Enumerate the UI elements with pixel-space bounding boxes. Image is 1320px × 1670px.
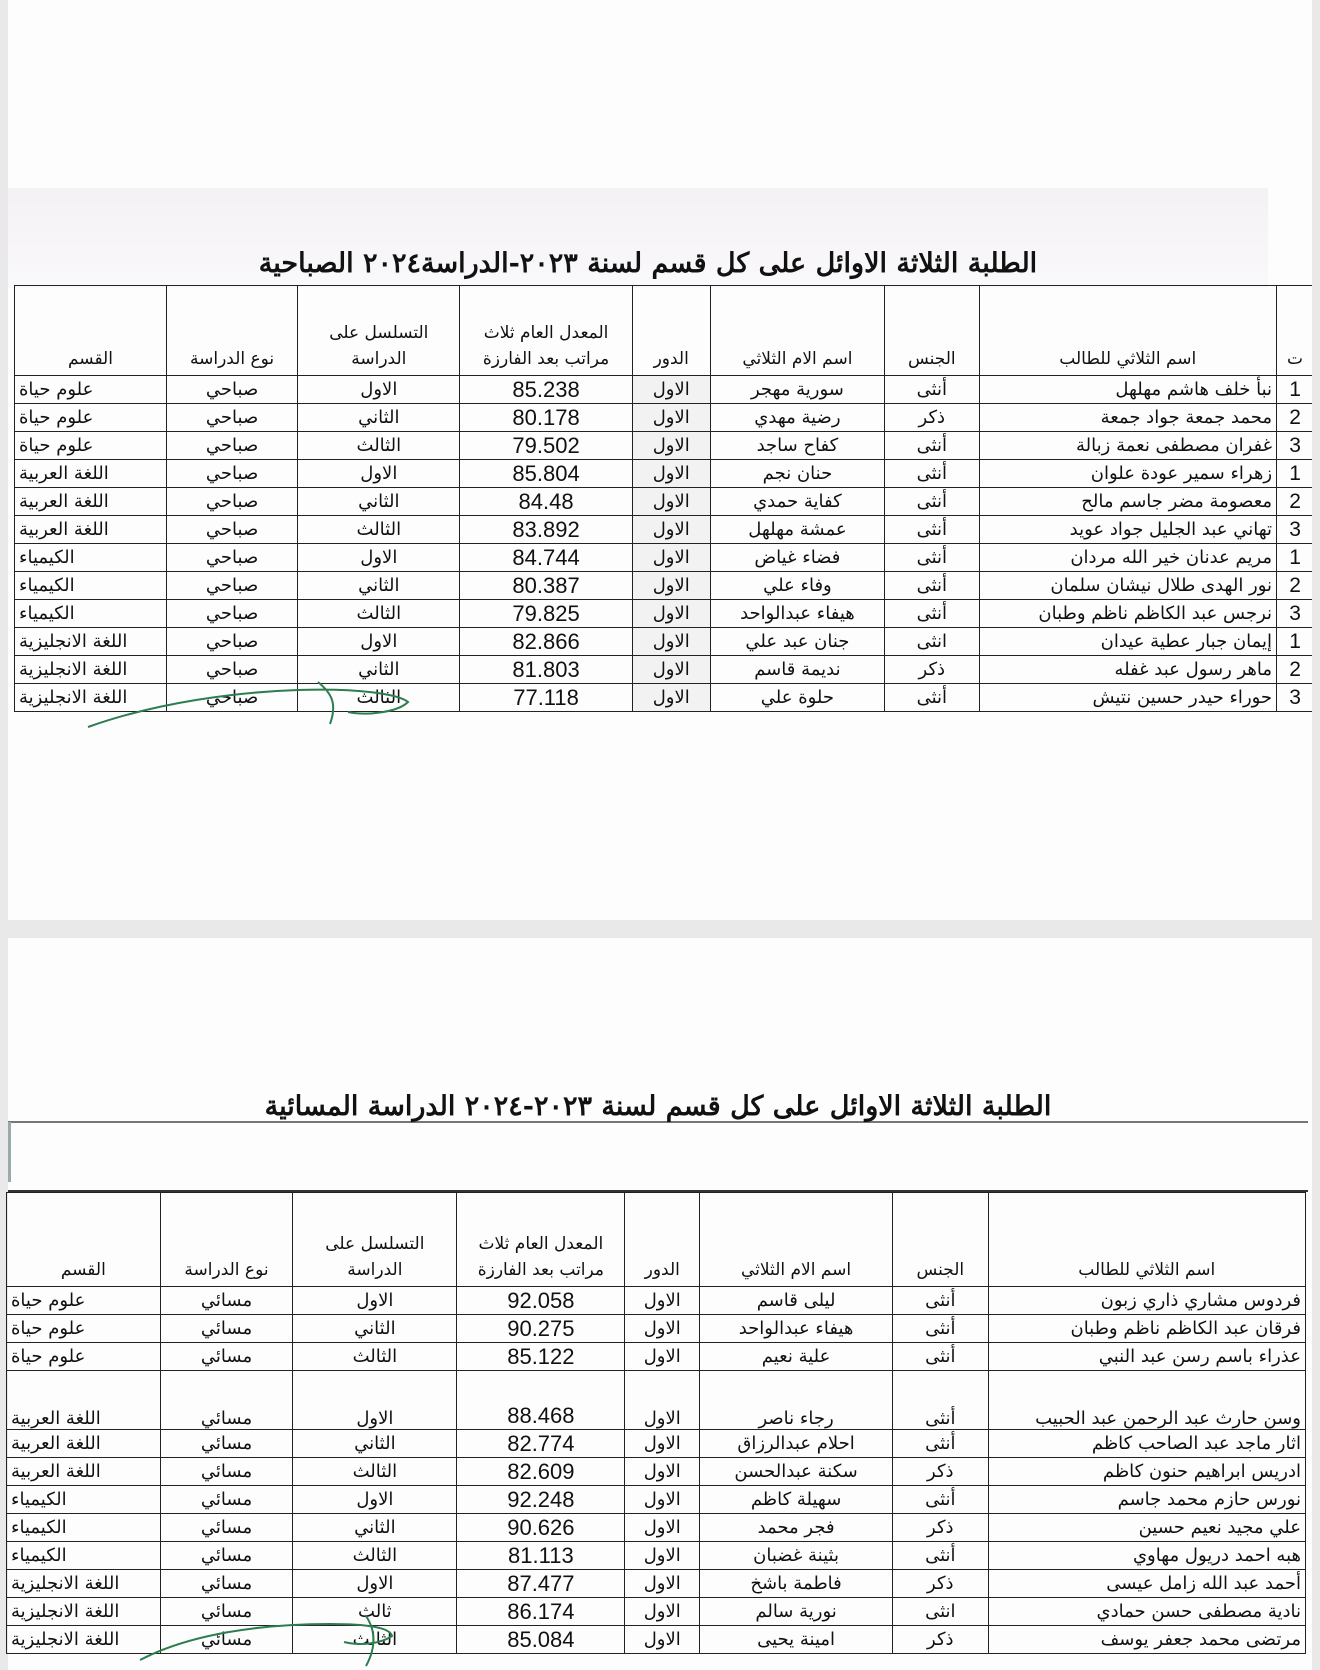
- cell-student-name: اثار ماجد عبد الصاحب كاظم: [988, 1430, 1305, 1458]
- cell-average: 84.48: [460, 488, 632, 516]
- cell-rank: الاول: [293, 1486, 457, 1514]
- cell-department: الكيمياء: [7, 1486, 161, 1514]
- cell-study-type: صباحي: [166, 488, 297, 516]
- cell-rank: الثالث: [298, 600, 460, 628]
- cell-department: اللغة الانجليزية: [7, 1626, 161, 1654]
- cell-average: 79.825: [460, 600, 632, 628]
- cell-department: اللغة العربية: [7, 1458, 161, 1486]
- cell-mother-name: امينة يحيى: [700, 1626, 893, 1654]
- header-mother-name: اسم الام الثلاثي: [700, 1193, 893, 1287]
- cell-average: 90.626: [457, 1514, 625, 1542]
- cell-rank: ثالث: [293, 1598, 457, 1626]
- cell-average: 81.803: [460, 656, 632, 684]
- morning-results-table: [14, 285, 1312, 712]
- table-row: [7, 1542, 1306, 1570]
- cell-mother-name: فاطمة باشخ: [700, 1570, 893, 1598]
- cell-study-type: مسائي: [160, 1458, 293, 1486]
- cell-average: 82.609: [457, 1458, 625, 1486]
- cell-round: الاول: [625, 1458, 700, 1486]
- cell-study-type: مسائي: [160, 1371, 293, 1430]
- cell-study-type: مسائي: [160, 1626, 293, 1654]
- cell-student-name: غفران مصطفى نعمة زبالة: [979, 432, 1277, 460]
- cell-average: 85.122: [457, 1343, 625, 1371]
- cell-mother-name: فجر محمد: [700, 1514, 893, 1542]
- cell-gender: انثى: [885, 628, 979, 656]
- table-row: [7, 1514, 1306, 1542]
- cell-gender: أنثى: [893, 1343, 988, 1371]
- cell-average: 85.804: [460, 460, 632, 488]
- cell-index: 1: [1277, 544, 1312, 572]
- cell-student-name: فرقان عبد الكاظم ناظم وطبان: [988, 1315, 1305, 1343]
- cell-average: 92.248: [457, 1486, 625, 1514]
- cell-student-name: أحمد عبد الله زامل عيسى: [988, 1570, 1305, 1598]
- cell-gender: ذكر: [893, 1458, 988, 1486]
- cell-rank: الثالث: [298, 684, 460, 712]
- header-student-name: اسم الثلاثي للطالب: [988, 1193, 1305, 1287]
- cell-rank: الثالث: [293, 1626, 457, 1654]
- cell-mother-name: علية نعيم: [700, 1343, 893, 1371]
- cell-department: اللغة الانجليزية: [15, 684, 167, 712]
- cell-study-type: صباحي: [166, 544, 297, 572]
- cell-index: 1: [1277, 376, 1312, 404]
- table-row: [7, 1371, 1306, 1430]
- cell-study-type: صباحي: [166, 516, 297, 544]
- cell-department: الكيمياء: [15, 544, 167, 572]
- cell-mother-name: حنان نجم: [710, 460, 884, 488]
- cell-round: الاول: [632, 488, 710, 516]
- cell-student-name: نور الهدى طلال نيشان سلمان: [979, 572, 1277, 600]
- cell-student-name: ادريس ابراهيم حنون كاظم: [988, 1458, 1305, 1486]
- cell-student-name: حوراء حيدر حسين نتيش: [979, 684, 1277, 712]
- cell-gender: أنثى: [885, 600, 979, 628]
- cell-rank: الثالث: [293, 1343, 457, 1371]
- cell-round: الاول: [625, 1514, 700, 1542]
- cell-gender: أنثى: [893, 1486, 988, 1514]
- cell-average: 82.866: [460, 628, 632, 656]
- cell-average: 90.275: [457, 1315, 625, 1343]
- cell-rank: الثالث: [298, 432, 460, 460]
- header-department: القسم: [15, 286, 167, 376]
- cell-mother-name: وفاء علي: [710, 572, 884, 600]
- cell-department: اللغة العربية: [7, 1371, 161, 1430]
- cell-rank: الثاني: [298, 404, 460, 432]
- cell-department: الكيمياء: [15, 600, 167, 628]
- cell-rank: الثاني: [293, 1430, 457, 1458]
- table-row: [7, 1287, 1306, 1315]
- table-row: [15, 656, 1313, 684]
- cell-rank: الثالث: [293, 1458, 457, 1486]
- cell-round: الاول: [632, 656, 710, 684]
- cell-rank: الاول: [293, 1287, 457, 1315]
- table-header-row: [7, 1193, 1306, 1287]
- cell-rank: الثاني: [298, 572, 460, 600]
- cell-department: علوم حياة: [7, 1315, 161, 1343]
- table-row: [15, 488, 1313, 516]
- cell-department: علوم حياة: [15, 376, 167, 404]
- cell-index: 1: [1277, 628, 1312, 656]
- header-rank: التسلسل على الدراسة: [298, 286, 460, 376]
- morning-results-sheet: [8, 0, 1312, 920]
- cell-study-type: صباحي: [166, 684, 297, 712]
- cell-student-name: إيمان جبار عطية عيدان: [979, 628, 1277, 656]
- cell-gender: ذكر: [885, 404, 979, 432]
- cell-study-type: صباحي: [166, 628, 297, 656]
- cell-round: الاول: [625, 1371, 700, 1430]
- cell-average: 84.744: [460, 544, 632, 572]
- cell-round: الاول: [632, 460, 710, 488]
- cell-round: الاول: [632, 404, 710, 432]
- header-round: الدور: [625, 1193, 700, 1287]
- cell-gender: أنثى: [885, 572, 979, 600]
- cell-student-name: نبأ خلف هاشم مهلهل: [979, 376, 1277, 404]
- cell-study-type: صباحي: [166, 460, 297, 488]
- cell-mother-name: كفاح ساجد: [710, 432, 884, 460]
- cell-mother-name: جنان عبد علي: [710, 628, 884, 656]
- cell-mother-name: فضاء غياض: [710, 544, 884, 572]
- cell-gender: أنثى: [893, 1430, 988, 1458]
- cell-department: علوم حياة: [7, 1287, 161, 1315]
- cell-gender: ذكر: [893, 1626, 988, 1654]
- morning-table-body: [15, 376, 1313, 712]
- cell-rank: الاول: [293, 1570, 457, 1598]
- cell-study-type: مسائي: [160, 1343, 293, 1371]
- cell-student-name: نرجس عبد الكاظم ناظم وطبان: [979, 600, 1277, 628]
- header-round: الدور: [632, 286, 710, 376]
- cell-study-type: مسائي: [160, 1287, 293, 1315]
- cell-index: 3: [1277, 600, 1312, 628]
- cell-study-type: مسائي: [160, 1598, 293, 1626]
- cell-gender: أنثى: [885, 460, 979, 488]
- cell-round: الاول: [625, 1626, 700, 1654]
- cell-student-name: عذراء باسم رسن عبد النبي: [988, 1343, 1305, 1371]
- cell-mother-name: سكنة عبدالحسن: [700, 1458, 893, 1486]
- cell-gender: ذكر: [885, 656, 979, 684]
- cell-average: 85.238: [460, 376, 632, 404]
- cell-mother-name: بثينة غضبان: [700, 1542, 893, 1570]
- cell-student-name: نورس حازم محمد جاسم: [988, 1486, 1305, 1514]
- cell-rank: الثالث: [298, 516, 460, 544]
- cell-gender: أنثى: [885, 684, 979, 712]
- cell-study-type: صباحي: [166, 404, 297, 432]
- cell-rank: الثاني: [298, 656, 460, 684]
- table-row: [7, 1343, 1306, 1371]
- cell-student-name: محمد جمعة جواد جمعة: [979, 404, 1277, 432]
- cell-study-type: مسائي: [160, 1570, 293, 1598]
- cell-study-type: مسائي: [160, 1486, 293, 1514]
- cell-rank: الاول: [298, 460, 460, 488]
- cell-student-name: هبه احمد دريول مهاوي: [988, 1542, 1305, 1570]
- cell-index: 2: [1277, 488, 1312, 516]
- cell-department: اللغة الانجليزية: [7, 1598, 161, 1626]
- cell-average: 80.387: [460, 572, 632, 600]
- cell-average: 83.892: [460, 516, 632, 544]
- table-row: [7, 1486, 1306, 1514]
- header-average: المعدل العام ثلاث مراتب بعد الفارزة: [460, 286, 632, 376]
- table-row: [15, 516, 1313, 544]
- cell-study-type: صباحي: [166, 656, 297, 684]
- cell-department: اللغة العربية: [7, 1430, 161, 1458]
- table-row: [15, 544, 1313, 572]
- cell-student-name: زهراء سمير عودة علوان: [979, 460, 1277, 488]
- cell-mother-name: ليلى قاسم: [700, 1287, 893, 1315]
- cell-mother-name: نديمة قاسم: [710, 656, 884, 684]
- cell-gender: أنثى: [893, 1315, 988, 1343]
- cell-average: 87.477: [457, 1570, 625, 1598]
- cell-mother-name: هيفاء عبدالواحد: [710, 600, 884, 628]
- evening-results-table: [6, 1192, 1306, 1654]
- cell-index: 3: [1277, 516, 1312, 544]
- cell-mother-name: رضية مهدي: [710, 404, 884, 432]
- cell-study-type: مسائي: [160, 1542, 293, 1570]
- cell-gender: أنثى: [885, 488, 979, 516]
- cell-rank: الاول: [293, 1371, 457, 1430]
- cell-study-type: صباحي: [166, 376, 297, 404]
- cell-study-type: صباحي: [166, 432, 297, 460]
- cell-average: 77.118: [460, 684, 632, 712]
- header-gender: الجنس: [885, 286, 979, 376]
- table-row: [7, 1458, 1306, 1486]
- cell-index: 3: [1277, 432, 1312, 460]
- header-mother-name: اسم الام الثلاثي: [710, 286, 884, 376]
- cell-study-type: صباحي: [166, 600, 297, 628]
- cell-mother-name: رجاء ناصر: [700, 1371, 893, 1430]
- cell-round: الاول: [632, 628, 710, 656]
- cell-department: اللغة العربية: [15, 516, 167, 544]
- margin-line: [8, 1122, 11, 1182]
- cell-index: 3: [1277, 684, 1312, 712]
- cell-round: الاول: [625, 1486, 700, 1514]
- cell-gender: أنثى: [885, 544, 979, 572]
- cell-student-name: معصومة مضر جاسم مالح: [979, 488, 1277, 516]
- cell-mother-name: هيفاء عبدالواحد: [700, 1315, 893, 1343]
- cell-round: الاول: [632, 572, 710, 600]
- cell-average: 82.774: [457, 1430, 625, 1458]
- cell-department: علوم حياة: [15, 432, 167, 460]
- header-rank: التسلسل على الدراسة: [293, 1193, 457, 1287]
- table-row: [7, 1626, 1306, 1654]
- cell-student-name: علي مجيد نعيم حسين: [988, 1514, 1305, 1542]
- cell-gender: أنثى: [885, 516, 979, 544]
- page-title: الطلبة الثلاثة الاوائل على كل قسم لسنة ٢٠٢٣-الدراسة٢٠٢٤ الصباحية: [258, 248, 1038, 279]
- cell-department: الكيمياء: [15, 572, 167, 600]
- header-gender: الجنس: [893, 1193, 988, 1287]
- cell-gender: أنثى: [885, 432, 979, 460]
- table-row: [7, 1598, 1306, 1626]
- cell-index: 1: [1277, 460, 1312, 488]
- cell-average: 80.178: [460, 404, 632, 432]
- cell-department: علوم حياة: [15, 404, 167, 432]
- cell-round: الاول: [625, 1315, 700, 1343]
- cell-gender: ذكر: [893, 1570, 988, 1598]
- cell-department: الكيمياء: [7, 1542, 161, 1570]
- cell-rank: الاول: [298, 628, 460, 656]
- cell-rank: الثالث: [293, 1542, 457, 1570]
- cell-department: اللغة الانجليزية: [7, 1570, 161, 1598]
- cell-department: الكيمياء: [7, 1514, 161, 1542]
- cell-round: الاول: [625, 1430, 700, 1458]
- cell-round: الاول: [632, 684, 710, 712]
- header-average: المعدل العام ثلاث مراتب بعد الفارزة: [457, 1193, 625, 1287]
- header-study-type: نوع الدراسة: [166, 286, 297, 376]
- cell-mother-name: نورية سالم: [700, 1598, 893, 1626]
- table-row: [15, 600, 1313, 628]
- cell-mother-name: سورية مهجر: [710, 376, 884, 404]
- cell-gender: انثى: [893, 1598, 988, 1626]
- cell-round: الاول: [632, 544, 710, 572]
- cell-mother-name: حلوة علي: [710, 684, 884, 712]
- evening-table-body: [7, 1287, 1306, 1654]
- cell-round: الاول: [625, 1343, 700, 1371]
- table-row: [15, 460, 1313, 488]
- cell-student-name: مرتضى محمد جعفر يوسف: [988, 1626, 1305, 1654]
- table-row: [7, 1315, 1306, 1343]
- cell-department: اللغة الانجليزية: [15, 656, 167, 684]
- cell-round: الاول: [625, 1598, 700, 1626]
- cell-round: الاول: [625, 1287, 700, 1315]
- header-student-name: اسم الثلاثي للطالب: [979, 286, 1277, 376]
- header-index: ت: [1277, 286, 1312, 376]
- cell-index: 2: [1277, 404, 1312, 432]
- cell-average: 92.058: [457, 1287, 625, 1315]
- cell-study-type: مسائي: [160, 1430, 293, 1458]
- cell-rank: الثاني: [293, 1514, 457, 1542]
- cell-gender: أنثى: [893, 1542, 988, 1570]
- cell-round: الاول: [625, 1570, 700, 1598]
- cell-rank: الاول: [298, 544, 460, 572]
- cell-department: اللغة العربية: [15, 488, 167, 516]
- table-row: [15, 572, 1313, 600]
- table-row: [15, 404, 1313, 432]
- cell-student-name: مريم عدنان خير الله مردان: [979, 544, 1277, 572]
- cell-average: 79.502: [460, 432, 632, 460]
- cell-index: 2: [1277, 656, 1312, 684]
- cell-gender: أنثى: [893, 1287, 988, 1315]
- cell-student-name: ماهر رسول عبد غفله: [979, 656, 1277, 684]
- page-title: الطلبة الثلاثة الاوائل على كل قسم لسنة ٢٠٢٣-٢٠٢٤ الدراسة المسائية: [264, 1091, 1052, 1122]
- table-row: [15, 432, 1313, 460]
- header-department: القسم: [7, 1193, 161, 1287]
- cell-gender: أنثى: [893, 1371, 988, 1430]
- cell-index: 2: [1277, 572, 1312, 600]
- cell-round: الاول: [632, 376, 710, 404]
- cell-department: اللغة العربية: [15, 460, 167, 488]
- cell-rank: الثاني: [293, 1315, 457, 1343]
- cell-round: الاول: [632, 600, 710, 628]
- table-row: [7, 1430, 1306, 1458]
- table-row: [7, 1570, 1306, 1598]
- cell-rank: الثاني: [298, 488, 460, 516]
- cell-average: 88.468: [457, 1371, 625, 1430]
- table-row: [15, 376, 1313, 404]
- table-row: [15, 628, 1313, 656]
- cell-student-name: فردوس مشاري ذاري زبون: [988, 1287, 1305, 1315]
- cell-gender: أنثى: [885, 376, 979, 404]
- table-header-row: [15, 286, 1313, 376]
- cell-round: الاول: [625, 1542, 700, 1570]
- cell-mother-name: عمشة مهلهل: [710, 516, 884, 544]
- cell-average: 86.174: [457, 1598, 625, 1626]
- table-row: [15, 684, 1313, 712]
- cell-mother-name: احلام عبدالرزاق: [700, 1430, 893, 1458]
- cell-department: اللغة الانجليزية: [15, 628, 167, 656]
- cell-average: 81.113: [457, 1542, 625, 1570]
- cell-student-name: وسن حارث عبد الرحمن عبد الحبيب: [988, 1371, 1305, 1430]
- cell-mother-name: سهيلة كاظم: [700, 1486, 893, 1514]
- header-study-type: نوع الدراسة: [160, 1193, 293, 1287]
- cell-student-name: تهاني عبد الجليل جواد عويد: [979, 516, 1277, 544]
- cell-round: الاول: [632, 516, 710, 544]
- cell-student-name: نادية مصطفى حسن حمادي: [988, 1598, 1305, 1626]
- cell-study-type: مسائي: [160, 1514, 293, 1542]
- cell-study-type: مسائي: [160, 1315, 293, 1343]
- cell-rank: الاول: [298, 376, 460, 404]
- cell-average: 85.084: [457, 1626, 625, 1654]
- cell-study-type: صباحي: [166, 572, 297, 600]
- cell-gender: ذكر: [893, 1514, 988, 1542]
- cell-department: علوم حياة: [7, 1343, 161, 1371]
- cell-round: الاول: [632, 432, 710, 460]
- cell-mother-name: كفاية حمدي: [710, 488, 884, 516]
